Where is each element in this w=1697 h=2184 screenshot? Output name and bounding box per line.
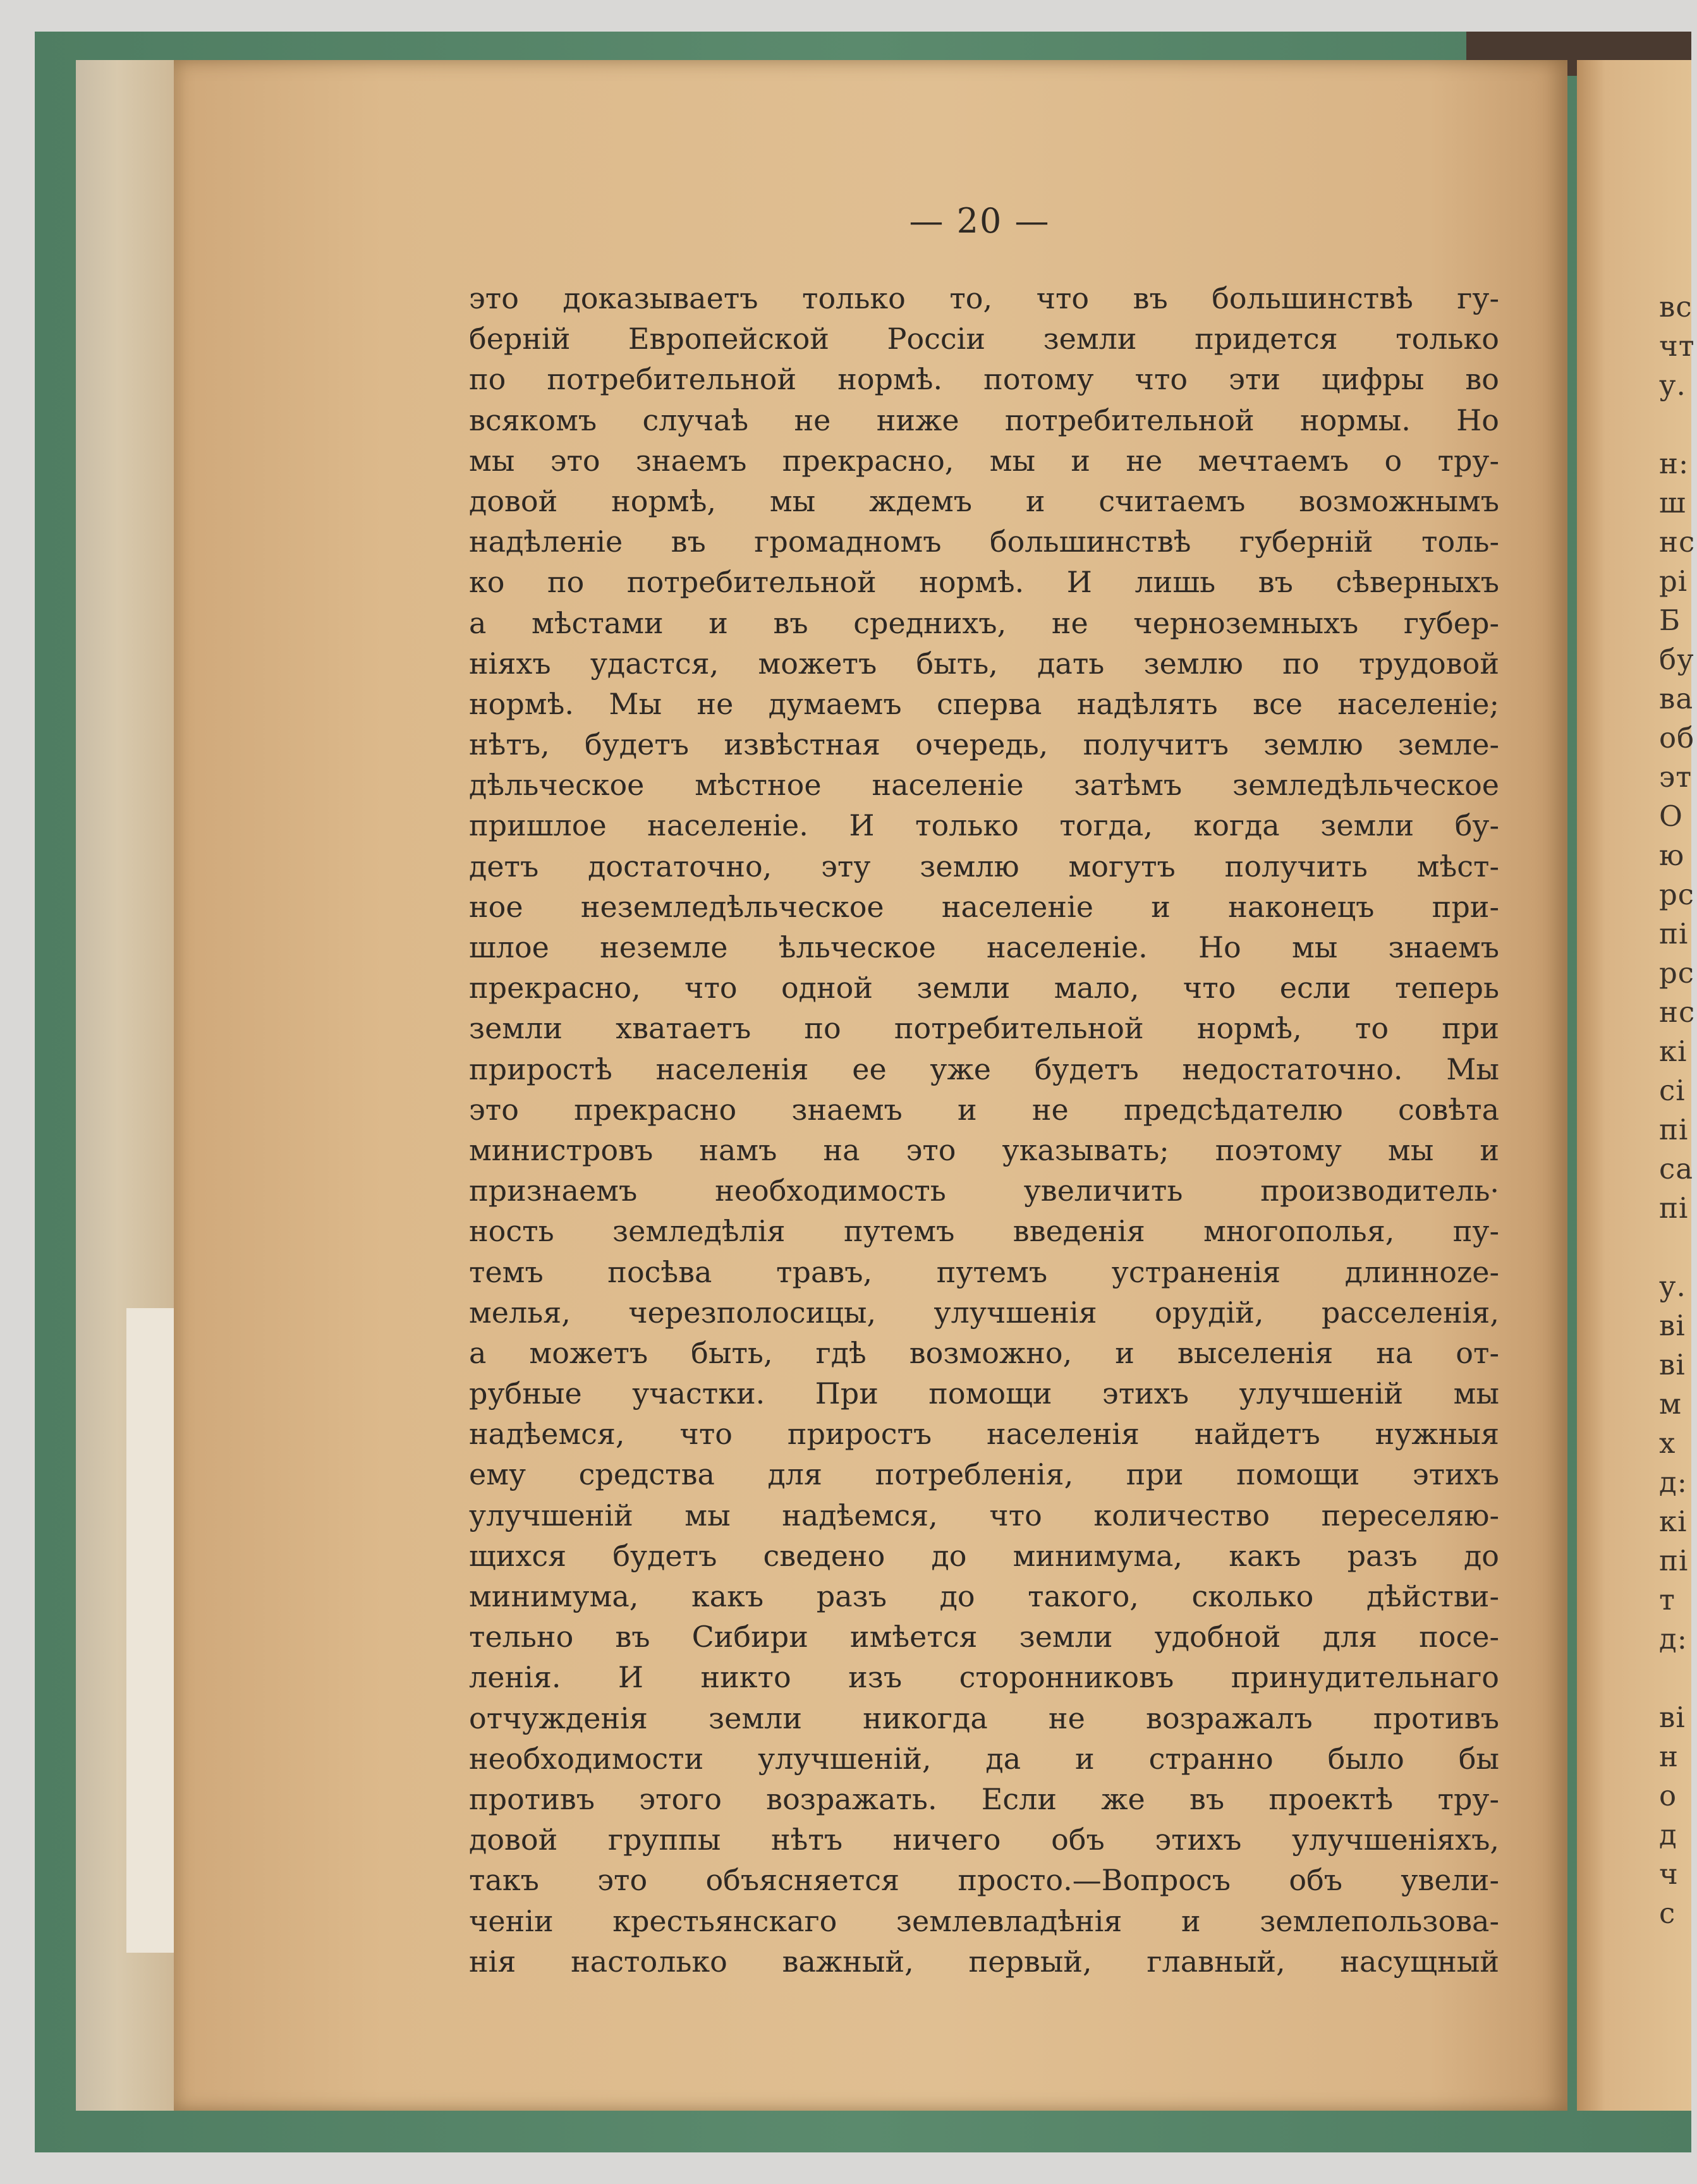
facing-text-fragment: ва [1659, 682, 1694, 715]
facing-text-fragment: чт [1659, 329, 1695, 363]
text-line: по потребительной нормѣ. потому что эти цифры во [469, 362, 1499, 397]
facing-text-fragment: эт [1659, 760, 1693, 794]
text-line: министровъ намъ на это указывать; поэтому мы и [469, 1132, 1499, 1167]
facing-text-fragment: са [1659, 1152, 1694, 1186]
text-line: нѣтъ, будетъ извѣстная очередь, получитъ землю земле- [469, 727, 1499, 762]
text-line: мы это знаемъ прекрасно, мы и не мечтаемъ о тру- [469, 443, 1499, 478]
page-body-text [469, 278, 1499, 1982]
facing-text-fragment: ві [1659, 1309, 1686, 1342]
facing-text-fragment: д: [1659, 1622, 1688, 1656]
facing-text-fragment: О [1659, 799, 1683, 833]
facing-text-fragment: рі [1659, 564, 1688, 598]
facing-text-fragment [1659, 1659, 1697, 1698]
text-line: надѣленіе въ громадномъ большинствѣ губерній толь- [469, 525, 1499, 559]
facing-text-fragment: нс [1659, 995, 1696, 1029]
text-line: довой группы нѣтъ ничего объ этихъ улучшеніяхъ, [469, 1823, 1499, 1857]
text-line: шлое неземле ѣльческое населеніе. Но мы знаемъ [469, 930, 1499, 964]
facing-text-fragment: пі [1659, 917, 1689, 950]
facing-text-fragment: ві [1659, 1701, 1686, 1734]
facing-text-fragment: об [1659, 721, 1695, 755]
text-line: нія настолько важный, первый, главный, насущный [469, 1944, 1499, 1979]
facing-text-fragment: н: [1659, 447, 1689, 480]
facing-text-fragment: м [1659, 1387, 1682, 1421]
facing-text-fragment: н [1659, 1740, 1679, 1773]
text-line: надѣемся, что приростъ населенія найдетъ нужныя [469, 1417, 1499, 1452]
facing-text-fragment: у. [1659, 368, 1686, 402]
text-line: а мѣстами и въ среднихъ, не черноземныхъ губер- [469, 605, 1499, 640]
text-line: ко по потребительной нормѣ. И лишь въ сѣверныхъ [469, 565, 1499, 600]
text-line: мелья, черезполосицы, улучшенія орудій, расселенія, [469, 1295, 1499, 1330]
text-line: всякомъ случаѣ не ниже потребительной нормы. Но [469, 403, 1499, 437]
facing-text-fragment: кі [1659, 1034, 1688, 1068]
text-line: ность земледѣлія путемъ введенія многополья, пу- [469, 1214, 1499, 1249]
facing-text-fragment: д [1659, 1818, 1677, 1852]
facing-text-fragment [1659, 405, 1697, 444]
facing-text-fragment [1659, 1228, 1697, 1267]
text-line: приростѣ населенія ее уже будетъ недостаточно. Мы [469, 1052, 1499, 1086]
text-line: ное неземледѣльческое населеніе и наконецъ при- [469, 889, 1499, 924]
facing-text-fragment: бу [1659, 643, 1694, 676]
text-line: это доказываетъ только то, что въ большинствѣ гу- [469, 281, 1499, 315]
facing-text-fragment: у. [1659, 1270, 1686, 1303]
text-line: такъ это объясняется просто.—Вопросъ объ увели- [469, 1863, 1499, 1898]
facing-text-fragment: рс [1659, 878, 1695, 911]
facing-text-fragment: сі [1659, 1074, 1686, 1107]
text-line: детъ достаточно, эту землю могутъ получить мѣст- [469, 849, 1499, 883]
page-number: — 20 — [909, 201, 1050, 241]
text-line: темъ посѣва травъ, путемъ устраненія длинноze- [469, 1254, 1499, 1289]
facing-text-fragment: пі [1659, 1191, 1689, 1225]
facing-text-fragment: ч [1659, 1857, 1679, 1891]
text-line: ченіи крестьянскаго землевладѣнія и землепользова- [469, 1903, 1499, 1938]
facing-text-fragment: кі [1659, 1505, 1688, 1538]
text-line: улучшеній мы надѣемся, что количество переселяю- [469, 1498, 1499, 1532]
text-line: берній Европейской Россіи земли придется только [469, 322, 1499, 356]
facing-text-fragment: вс [1659, 290, 1693, 324]
text-line: необходимости улучшеній, да и странно было бы [469, 1741, 1499, 1776]
text-line: нормѣ. Мы не думаемъ сперва надѣлять все населеніе; [469, 686, 1499, 721]
facing-page-text [1659, 288, 1697, 1933]
facing-text-fragment: нс [1659, 525, 1696, 559]
facing-text-fragment: с [1659, 1896, 1676, 1930]
facing-text-fragment: о [1659, 1779, 1677, 1812]
facing-text-fragment: д: [1659, 1465, 1688, 1499]
text-line: рубные участки. При помощи этихъ улучшеній мы [469, 1376, 1499, 1411]
text-line: дѣльческое мѣстное населеніе затѣмъ земледѣльческое [469, 768, 1499, 803]
text-line: ніяхъ удастся, можетъ быть, дать землю по трудовой [469, 646, 1499, 681]
text-line: противъ этого возражать. Если же въ проектѣ тру- [469, 1781, 1499, 1816]
text-line: отчужденія земли никогда не возражалъ противъ [469, 1701, 1499, 1735]
text-line: минимума, какъ разъ до такого, сколько дѣйстви- [469, 1579, 1499, 1613]
text-line: ему средства для потребленія, при помощи этихъ [469, 1457, 1499, 1492]
text-line: это прекрасно знаемъ и не предсѣдателю совѣта [469, 1092, 1499, 1127]
text-line: щихся будетъ сведено до минимума, какъ разъ до [469, 1538, 1499, 1573]
text-line: прекрасно, что одной земли мало, что если теперь [469, 971, 1499, 1005]
paper-strip [126, 1308, 174, 1953]
facing-text-fragment: ві [1659, 1348, 1686, 1381]
text-line: ленія. И никто изъ сторонниковъ принудительнаго [469, 1660, 1499, 1695]
text-line: тельно въ Сибири имѣется земли удобной для посе- [469, 1620, 1499, 1654]
facing-text-fragment: ш [1659, 486, 1686, 519]
text-line: пришлое населеніе. И только тогда, когда земли бу- [469, 808, 1499, 843]
text-line: довой нормѣ, мы ждемъ и считаемъ возможнымъ [469, 483, 1499, 518]
facing-text-fragment: рс [1659, 956, 1695, 990]
facing-text-fragment: т [1659, 1583, 1676, 1617]
facing-text-fragment: ю [1659, 839, 1685, 872]
facing-text-fragment: Б [1659, 604, 1681, 637]
text-line: земли хватаетъ по потребительной нормѣ, то при [469, 1011, 1499, 1046]
text-line: признаемъ необходимость увеличить производитель· [469, 1174, 1499, 1208]
text-line: а можетъ быть, гдѣ возможно, и выселенія на от- [469, 1335, 1499, 1370]
facing-text-fragment: х [1659, 1426, 1676, 1460]
facing-text-fragment: пі [1659, 1544, 1689, 1577]
facing-text-fragment: пі [1659, 1113, 1689, 1146]
